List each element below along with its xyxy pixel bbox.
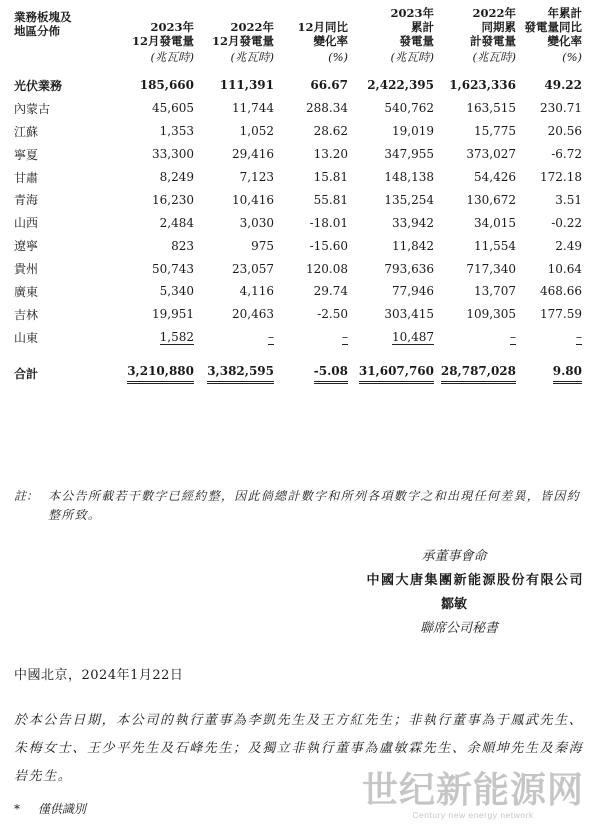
cell-value: 303,415 [384, 307, 434, 322]
value-cell [350, 280, 436, 303]
directors-statement: 於本公告日期，本公司的執行董事為李凱先生及王方紅先生；非執行董事為于鳳武先生、朱梅女士、王少平先生及石峰先生；及獨立非執行董事為盧敏霖先生、余順坤先生及秦海岩先生。 [14, 713, 584, 784]
cell-value: 793,636 [384, 261, 434, 276]
cell-value: 10,487 [392, 329, 434, 344]
table-row [14, 74, 584, 97]
value-cell [518, 166, 584, 189]
place-date: 中國北京，2024年1月22日 [14, 668, 184, 683]
cell-value: – [510, 329, 516, 344]
note-text: 本公告所載若干數字已經約整，因此倘總計數字和所列各項數字之和出現任何差異，皆因約整所致。 [48, 489, 581, 522]
cell-value: -15.60 [309, 238, 348, 253]
value-cell [196, 120, 276, 143]
value-cell [518, 257, 584, 280]
cell-value: 28.62 [313, 124, 348, 139]
value-cell [110, 211, 196, 234]
table-row [14, 97, 584, 120]
value-cell [436, 166, 518, 189]
header-segment: 業務板塊及 地區分佈 [14, 10, 72, 38]
value-cell [518, 188, 584, 211]
cell-value: 20.56 [547, 124, 582, 139]
unit-cell: (兆瓦時) [230, 50, 274, 64]
cell-value: 10,416 [232, 192, 274, 207]
value-cell [276, 326, 350, 349]
value-cell [276, 234, 350, 257]
value-cell [196, 97, 276, 120]
unit-cell: (%) [562, 50, 582, 64]
cell-value: 373,027 [466, 147, 516, 162]
table-units-row [14, 48, 584, 74]
value-cell [518, 303, 584, 326]
table-body [14, 74, 584, 387]
region-name: 廣東 [14, 284, 39, 299]
signature-title: 聯席公司秘書 [419, 621, 498, 636]
unit-cell: (兆瓦時) [390, 50, 434, 64]
power-generation-table [14, 6, 584, 387]
value-cell [350, 234, 436, 257]
cell-value: 975 [251, 238, 274, 253]
cell-value: 5,340 [159, 284, 194, 299]
value-cell [436, 143, 518, 166]
cell-value: 185,660 [139, 78, 194, 93]
header-ytd-2022: 2022年 同期累 計發電量 [470, 6, 516, 48]
unit-cell: (%) [328, 50, 348, 64]
region-name: 光伏業務 [14, 78, 63, 93]
cell-value: 109,305 [466, 307, 516, 322]
value-cell [276, 74, 350, 97]
total-row [14, 361, 584, 387]
total-value: 3,210,880 [127, 364, 194, 384]
value-cell [196, 143, 276, 166]
footnote-star: * [14, 802, 20, 816]
header-ytd-2023: 2023年 累計 發電量 [390, 6, 434, 48]
value-cell [276, 143, 350, 166]
cell-value: 49.22 [544, 78, 582, 93]
cell-value: 33,942 [392, 215, 434, 230]
cell-value: 29.74 [313, 284, 348, 299]
header-dec-2023: 2023年 12月發電量 [131, 20, 194, 48]
total-cell [110, 361, 196, 387]
value-cell [110, 234, 196, 257]
cell-value: 540,762 [384, 101, 434, 116]
region-name: 貴州 [14, 262, 39, 277]
region-name: 甘肅 [14, 170, 39, 185]
unit-cell: (兆瓦時) [472, 50, 516, 64]
region-name: 遼寧 [14, 239, 39, 254]
header-dec-2022: 2022年 12月發電量 [211, 20, 274, 48]
value-cell [350, 120, 436, 143]
watermark [358, 772, 588, 820]
table-row [14, 280, 584, 303]
table-row [14, 211, 584, 234]
total-cell [196, 361, 276, 387]
value-cell [518, 120, 584, 143]
region-name: 吉林 [14, 307, 39, 322]
value-cell [518, 234, 584, 257]
total-value: -5.08 [314, 364, 348, 384]
value-cell [518, 211, 584, 234]
cell-value: 29,416 [232, 147, 274, 162]
value-cell [196, 303, 276, 326]
value-cell [518, 97, 584, 120]
total-value: 31,607,760 [359, 364, 434, 384]
cell-value: 172.18 [540, 170, 582, 184]
cell-value: 4,116 [239, 284, 274, 299]
cell-value: 13.20 [313, 147, 348, 162]
cell-value: 1,052 [239, 124, 274, 139]
watermark-subtitle: Century new energy network [412, 810, 534, 820]
cell-value: -0.22 [551, 215, 582, 230]
cell-value: 230.71 [540, 101, 582, 116]
value-cell [276, 280, 350, 303]
value-cell [436, 188, 518, 211]
value-cell [276, 120, 350, 143]
cell-value: 33,300 [152, 147, 194, 162]
value-cell [350, 257, 436, 280]
value-cell [196, 188, 276, 211]
header-dec-yoy: 12月同比 變化率 [297, 20, 348, 48]
value-cell [350, 143, 436, 166]
cell-value: 54,426 [474, 170, 516, 184]
cell-value: 11,554 [474, 238, 516, 253]
cell-value: 15.81 [313, 170, 348, 184]
total-cell [436, 361, 518, 387]
value-cell [276, 97, 350, 120]
cell-value: 1,582 [159, 329, 194, 344]
value-cell [350, 188, 436, 211]
value-cell [196, 326, 276, 349]
cell-value: 468.66 [540, 284, 582, 299]
value-cell [436, 97, 518, 120]
value-cell [196, 166, 276, 189]
cell-value: 8,249 [159, 170, 194, 184]
value-cell [196, 234, 276, 257]
cell-value: 23,057 [232, 261, 274, 276]
cell-value: 163,515 [466, 101, 516, 116]
cell-value: 34,015 [474, 215, 516, 230]
cell-value: 11,842 [392, 238, 434, 253]
cell-value: 77,946 [392, 284, 434, 299]
table-row [14, 143, 584, 166]
table-row [14, 120, 584, 143]
cell-value: 13,707 [474, 284, 516, 299]
signature-name: 鄒敏 [440, 597, 467, 612]
value-cell [110, 257, 196, 280]
cell-value: 19,951 [152, 307, 194, 322]
cell-value: 823 [171, 238, 194, 253]
value-cell [518, 280, 584, 303]
value-cell [276, 303, 350, 326]
cell-value: 66.67 [310, 78, 348, 93]
table-row [14, 303, 584, 326]
table-row [14, 326, 584, 349]
cell-value: 11,744 [232, 101, 274, 116]
cell-value: 1,353 [159, 124, 194, 139]
cell-value: 120.08 [306, 261, 348, 276]
signature-block [264, 545, 584, 641]
total-label: 合計 [14, 367, 39, 382]
value-cell [276, 257, 350, 280]
cell-value: 130,672 [466, 192, 516, 207]
cell-value: 19,019 [392, 124, 434, 139]
cell-value: 10.64 [547, 261, 582, 276]
cell-value: -2.50 [317, 307, 348, 322]
total-cell [350, 361, 436, 387]
value-cell [196, 74, 276, 97]
cell-value: 3,030 [239, 215, 274, 230]
cell-value: 135,254 [384, 192, 434, 207]
value-cell [350, 211, 436, 234]
region-name: 青海 [14, 193, 39, 208]
note-label: 註： [14, 489, 39, 503]
value-cell [350, 97, 436, 120]
cell-value: 2,422,395 [367, 78, 434, 93]
cell-value: 288.34 [306, 101, 348, 116]
watermark-logo-text: 世纪新能源网 [361, 770, 584, 811]
cell-value: – [268, 329, 274, 344]
cell-value: 3.51 [555, 192, 582, 207]
unit-cell [14, 48, 110, 74]
cell-value: – [576, 329, 582, 344]
table-row [14, 257, 584, 280]
value-cell [436, 280, 518, 303]
value-cell [436, 257, 518, 280]
value-cell [196, 280, 276, 303]
value-cell [110, 303, 196, 326]
cell-value: 2.49 [555, 238, 582, 253]
footnote [14, 800, 86, 817]
signature-company: 中國大唐集團新能源股份有限公司 [366, 573, 584, 588]
cell-value: 50,743 [152, 261, 194, 276]
rounding-note [14, 487, 584, 525]
header-ytd-yoy: 年累計 發電量同比 變化率 [524, 6, 582, 48]
table-row [14, 188, 584, 211]
value-cell [436, 326, 518, 349]
cell-value: 177.59 [540, 307, 582, 322]
value-cell [110, 74, 196, 97]
value-cell [110, 120, 196, 143]
value-cell [350, 326, 436, 349]
value-cell [110, 166, 196, 189]
table-header-row [14, 6, 584, 48]
value-cell [110, 97, 196, 120]
value-cell [110, 326, 196, 349]
cell-value: 347,955 [384, 147, 434, 162]
cell-value: 20,463 [232, 307, 274, 322]
cell-value: 148,138 [384, 170, 434, 184]
value-cell [518, 326, 584, 349]
spacer-row [14, 349, 584, 361]
total-value: 28,787,028 [441, 364, 516, 384]
table-row [14, 234, 584, 257]
signature-by: 承董事會命 [421, 549, 487, 564]
value-cell [110, 188, 196, 211]
cell-value: -18.01 [309, 215, 348, 230]
cell-value: 717,340 [466, 261, 516, 276]
value-cell [436, 234, 518, 257]
value-cell [436, 303, 518, 326]
value-cell [518, 74, 584, 97]
value-cell [276, 166, 350, 189]
region-name: 山西 [14, 216, 39, 231]
value-cell [518, 143, 584, 166]
value-cell [350, 166, 436, 189]
region-name: 寧夏 [14, 147, 39, 162]
unit-cell: (兆瓦時) [150, 50, 194, 64]
value-cell [110, 280, 196, 303]
total-cell [518, 361, 584, 387]
region-name: 江蘇 [14, 124, 39, 139]
cell-value: 16,230 [152, 192, 194, 207]
value-cell [350, 303, 436, 326]
cell-value: 45,605 [152, 101, 194, 116]
cell-value: 1,623,336 [449, 78, 516, 93]
region-name: 山東 [14, 330, 39, 345]
value-cell [436, 211, 518, 234]
cell-value: 2,484 [159, 215, 194, 230]
value-cell [276, 188, 350, 211]
total-value: 3,382,595 [207, 364, 274, 384]
cell-value: – [342, 329, 348, 344]
value-cell [196, 211, 276, 234]
value-cell [110, 143, 196, 166]
footnote-text: 僅供識別 [37, 802, 86, 816]
cell-value: 7,123 [239, 170, 274, 184]
table-row [14, 166, 584, 189]
total-value: 9.80 [553, 364, 582, 384]
cell-value: 15,775 [474, 124, 516, 139]
cell-value: 55.81 [313, 192, 348, 207]
value-cell [436, 120, 518, 143]
value-cell [276, 211, 350, 234]
value-cell [436, 74, 518, 97]
region-name: 內蒙古 [14, 101, 51, 116]
value-cell [196, 257, 276, 280]
value-cell [350, 74, 436, 97]
cell-value: -6.72 [551, 147, 582, 162]
total-cell [276, 361, 350, 387]
cell-value: 111,391 [219, 78, 274, 93]
